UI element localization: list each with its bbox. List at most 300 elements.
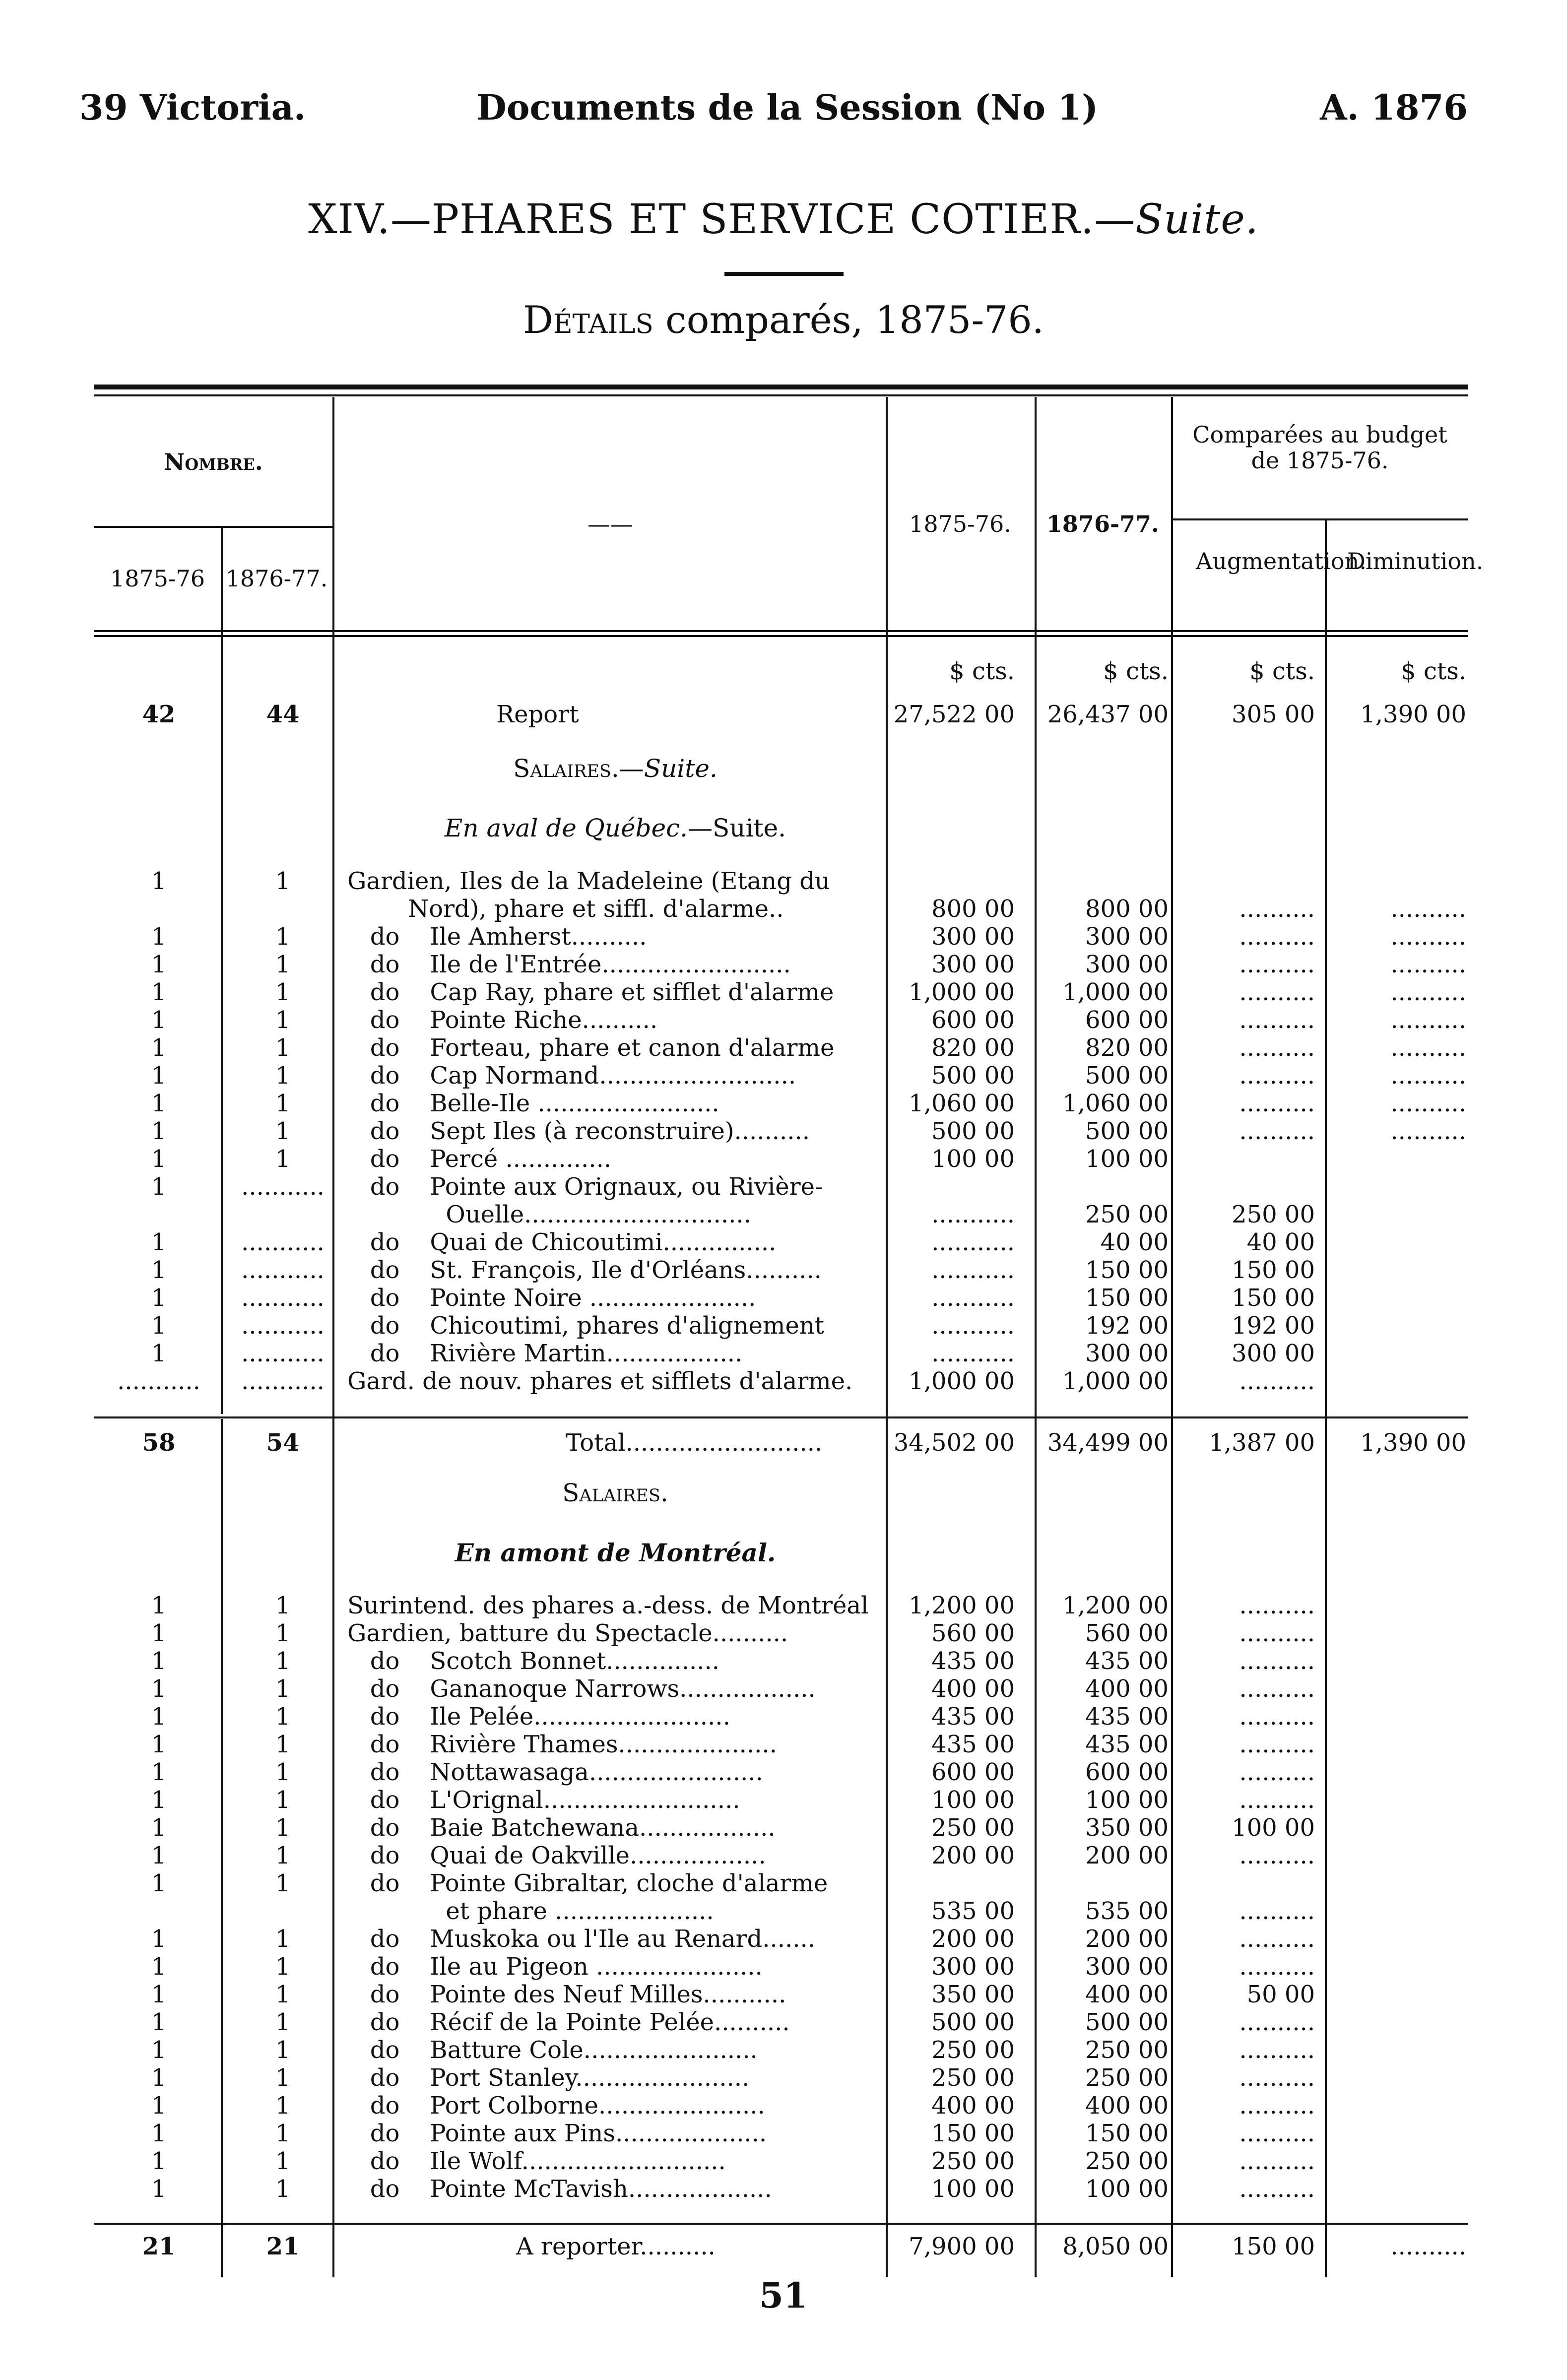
cell-amount-1875: 435 00 — [931, 1731, 1015, 1758]
cell-count-1875: 1 — [151, 1312, 167, 1340]
cell-augmentation: .......... — [1239, 1034, 1315, 1062]
col-head-diminution: Diminution. — [1347, 548, 1484, 575]
table-row — [0, 1842, 1567, 1869]
table-row — [0, 2064, 1567, 2092]
page-subtitle — [0, 298, 1567, 342]
cell-count-1876: 1 — [275, 1814, 291, 1842]
cell-count-1875: 1 — [151, 867, 167, 895]
table-row — [0, 1647, 1567, 1675]
cell-description: do Pointe des Neuf Milles........... — [347, 1981, 786, 2008]
cell-amount-1876: 250 00 — [1085, 1201, 1169, 1228]
cell-amount-1876: 400 00 — [1085, 2092, 1169, 2120]
cell-description: do St. François, Ile d'Orléans.......... — [347, 1256, 822, 1284]
cell-amount-1876: 100 00 — [1085, 1786, 1169, 1814]
cell-amount-1876: 500 00 — [1085, 1117, 1169, 1145]
cell-description: do Nottawasaga....................... — [347, 1758, 763, 1786]
cell-augmentation: .......... — [1239, 2036, 1315, 2064]
table-row — [0, 951, 1567, 978]
cell-count-1876: 1 — [275, 1034, 291, 1062]
col-head-augmentation: Augmentation. — [1196, 548, 1367, 575]
cell-amount-1875: 820 00 — [931, 1034, 1015, 1062]
total-v2: 34,499 00 — [1047, 1429, 1169, 1457]
cell-description: do Muskoka ou l'Ile au Renard....... — [347, 1925, 816, 1953]
cell-amount-1875: 350 00 — [931, 1981, 1015, 2008]
cell-diminution: .......... — [1390, 951, 1466, 978]
cell-count-1875: 1 — [151, 2064, 167, 2092]
cell-count-1876: 1 — [275, 1731, 291, 1758]
cell-amount-1875: 500 00 — [931, 1062, 1015, 1090]
cell-count-1875: 1 — [151, 923, 167, 951]
cell-description: do Gananoque Narrows.................. — [347, 1675, 816, 1703]
title-rule — [724, 272, 844, 276]
table-row — [0, 1981, 1567, 2008]
cell-count-1875: 1 — [151, 1731, 167, 1758]
report-v1: 27,522 00 — [893, 701, 1015, 728]
cell-amount-1876: 150 00 — [1085, 1256, 1169, 1284]
cell-count-1876: 1 — [275, 2092, 291, 2120]
report-n1: 42 — [142, 701, 176, 728]
cell-amount-1876: 600 00 — [1085, 1006, 1169, 1034]
cell-count-1875: 1 — [151, 2175, 167, 2203]
cell-diminution: .......... — [1390, 978, 1466, 1006]
aval-suite-label: Suite. — [713, 814, 786, 842]
header-center: Documents de la Session (No 1) — [476, 87, 1099, 128]
total-n2: 54 — [266, 1429, 300, 1457]
cell-count-1876: 1 — [275, 2120, 291, 2147]
cell-amount-1876: 250 00 — [1085, 2036, 1169, 2064]
cell-count-1875: 1 — [151, 1117, 167, 1145]
cell-augmentation: 300 00 — [1232, 1340, 1315, 1367]
cell-amount-1875: 500 00 — [931, 2008, 1015, 2036]
reporter-v2: 8,050 00 — [1062, 2233, 1169, 2260]
cell-amount-1875: 300 00 — [931, 923, 1015, 951]
total-row — [0, 1429, 1567, 1457]
cell-augmentation: .......... — [1239, 2120, 1315, 2147]
nombre-sub-rule — [94, 526, 332, 528]
table-row — [0, 2036, 1567, 2064]
cell-augmentation: .......... — [1239, 2008, 1315, 2036]
table-row — [0, 1897, 1567, 1925]
table-row — [0, 1619, 1567, 1647]
section-heading-salaires — [347, 1479, 883, 1507]
cell-amount-1875: ........... — [931, 1340, 1015, 1367]
cell-amount-1876: 1,000 00 — [1062, 1367, 1169, 1395]
cell-augmentation: .......... — [1239, 1758, 1315, 1786]
currency-v3: $ cts. — [1249, 657, 1315, 685]
cell-amount-1875: 500 00 — [931, 1117, 1015, 1145]
cell-diminution: .......... — [1390, 923, 1466, 951]
report-n2: 44 — [266, 701, 300, 728]
title-main: XIV.—PHARES ET SERVICE COTIER.— — [308, 196, 1136, 243]
col-head-1876: 1876-77. — [1046, 511, 1160, 537]
cell-diminution: .......... — [1390, 1034, 1466, 1062]
cell-amount-1876: 300 00 — [1085, 1953, 1169, 1981]
cell-amount-1875: 400 00 — [931, 1675, 1015, 1703]
cell-amount-1875: 1,000 00 — [909, 978, 1015, 1006]
cell-augmentation: 250 00 — [1232, 1201, 1315, 1228]
cell-amount-1876: 40 00 — [1100, 1228, 1169, 1256]
cell-augmentation: .......... — [1239, 1703, 1315, 1731]
cell-count-1875: 1 — [151, 1006, 167, 1034]
comparees-sub-rule — [1171, 518, 1468, 520]
amont-label: En amont de Montréal. — [455, 1538, 776, 1567]
cell-count-1876: 1 — [275, 1006, 291, 1034]
cell-count-1876: 1 — [275, 1062, 291, 1090]
cell-count-1875: 1 — [151, 1758, 167, 1786]
cell-amount-1875: 250 00 — [931, 1814, 1015, 1842]
cell-description: do Ile Amherst.......... — [347, 923, 647, 951]
cell-count-1875: 1 — [151, 978, 167, 1006]
cell-count-1876: 1 — [275, 2147, 291, 2175]
cell-count-1876: ........... — [241, 1312, 325, 1340]
cell-count-1876: 1 — [275, 867, 291, 895]
table-row — [0, 895, 1567, 923]
cell-count-1875: 1 — [151, 1034, 167, 1062]
table-row — [0, 1869, 1567, 1897]
cell-diminution: .......... — [1390, 1090, 1466, 1117]
running-header — [79, 87, 1468, 136]
cell-count-1876: 1 — [275, 2008, 291, 2036]
cell-amount-1875: 200 00 — [931, 1925, 1015, 1953]
cell-amount-1876: 600 00 — [1085, 1758, 1169, 1786]
reporter-v3: 150 00 — [1232, 2233, 1315, 2260]
cell-description: do Pointe Riche.......... — [347, 1006, 658, 1034]
cell-augmentation: .......... — [1239, 2175, 1315, 2203]
cell-amount-1876: 150 00 — [1085, 1284, 1169, 1312]
cell-count-1876: 1 — [275, 1786, 291, 1814]
table-row — [0, 1675, 1567, 1703]
cell-count-1875: ........... — [117, 1367, 200, 1395]
cell-augmentation: .......... — [1239, 2064, 1315, 2092]
cell-count-1876: 1 — [275, 1953, 291, 1981]
cell-description: do Cap Ray, phare et sifflet d'alarme — [347, 978, 834, 1006]
cell-count-1875: 1 — [151, 1703, 167, 1731]
cell-description: do Pointe Gibraltar, cloche d'alarme — [347, 1869, 828, 1897]
table-row — [0, 1256, 1567, 1284]
cell-augmentation: .......... — [1239, 1117, 1315, 1145]
cell-amount-1876: 300 00 — [1085, 923, 1169, 951]
cell-description: Gardien, batture du Spectacle.......... — [347, 1619, 788, 1647]
table-row — [0, 1953, 1567, 1981]
currency-v1: $ cts. — [949, 657, 1015, 685]
cell-description: et phare ..................... — [347, 1897, 714, 1925]
total-v4: 1,390 00 — [1360, 1429, 1466, 1457]
cell-description: Gard. de nouv. phares et sifflets d'alarme. — [347, 1367, 853, 1395]
cell-amount-1876: 200 00 — [1085, 1925, 1169, 1953]
cell-count-1875: 1 — [151, 1842, 167, 1869]
total-top-rule — [94, 1416, 1468, 1418]
cell-amount-1876: 435 00 — [1085, 1731, 1169, 1758]
cell-count-1876: 1 — [275, 1145, 291, 1173]
cell-count-1875: 1 — [151, 1675, 167, 1703]
cell-augmentation: .......... — [1239, 1675, 1315, 1703]
table-row — [0, 1592, 1567, 1619]
header-left: 39 Victoria. — [79, 87, 306, 128]
report-row — [0, 701, 1567, 728]
table-row — [0, 867, 1567, 895]
col-head-1875: 1875-76. — [909, 511, 1011, 537]
cell-count-1875: 1 — [151, 1925, 167, 1953]
cell-augmentation: .......... — [1239, 1367, 1315, 1395]
header-bottom-rule — [94, 630, 1468, 632]
cell-count-1875: 1 — [151, 1145, 167, 1173]
col-head-n1875: 1875-76 — [110, 565, 205, 592]
cell-description: Gardien, Iles de la Madeleine (Etang du — [347, 867, 830, 895]
cell-description: do Pointe aux Orignaux, ou Rivière- — [347, 1173, 823, 1201]
section-subheading-aval — [347, 814, 883, 842]
cell-augmentation: .......... — [1239, 1619, 1315, 1647]
cell-count-1875: 1 — [151, 1814, 167, 1842]
cell-amount-1876: 820 00 — [1085, 1034, 1169, 1062]
col-head-dash: —— — [588, 511, 633, 537]
cell-amount-1875: ........... — [931, 1228, 1015, 1256]
cell-description: do L'Orignal.......................... — [347, 1786, 740, 1814]
cell-amount-1876: 350 00 — [1085, 1814, 1169, 1842]
total-label: Total.......................... — [566, 1429, 823, 1457]
table-row — [0, 1173, 1567, 1201]
cell-count-1876: 1 — [275, 951, 291, 978]
table-row — [0, 2147, 1567, 2175]
reporter-v4: .......... — [1390, 2233, 1466, 2260]
cell-amount-1875: 435 00 — [931, 1703, 1015, 1731]
table-top-rule-2 — [94, 394, 1468, 396]
reporter-n1: 21 — [142, 2233, 176, 2260]
cell-description: do Sept Iles (à reconstruire).......... — [347, 1117, 810, 1145]
table-row — [0, 1731, 1567, 1758]
cell-count-1875: 1 — [151, 1340, 167, 1367]
cell-augmentation: .......... — [1239, 1897, 1315, 1925]
cell-augmentation: .......... — [1239, 951, 1315, 978]
cell-count-1875: 1 — [151, 1173, 167, 1201]
cell-amount-1876: 400 00 — [1085, 1675, 1169, 1703]
cell-count-1875: 1 — [151, 2147, 167, 2175]
cell-count-1876: 1 — [275, 2036, 291, 2064]
cell-augmentation: .......... — [1239, 1647, 1315, 1675]
cell-count-1875: 1 — [151, 1619, 167, 1647]
cell-amount-1876: 435 00 — [1085, 1703, 1169, 1731]
cell-description: do Percé .............. — [347, 1145, 612, 1173]
cell-diminution: .......... — [1390, 1117, 1466, 1145]
table-row — [0, 1117, 1567, 1145]
table-row — [0, 1312, 1567, 1340]
reporter-row — [0, 2233, 1567, 2260]
cell-count-1876: ........... — [241, 1256, 325, 1284]
cell-count-1875: 1 — [151, 2120, 167, 2147]
table-row — [0, 1367, 1567, 1395]
table-row — [0, 2008, 1567, 2036]
cell-augmentation: .......... — [1239, 1062, 1315, 1090]
cell-count-1875: 1 — [151, 2008, 167, 2036]
cell-description: do Batture Cole....................... — [347, 2036, 758, 2064]
cell-amount-1875: 560 00 — [931, 1619, 1015, 1647]
cell-augmentation: 100 00 — [1232, 1814, 1315, 1842]
cell-amount-1876: 100 00 — [1085, 1145, 1169, 1173]
cell-description: do Baie Batchewana.................. — [347, 1814, 776, 1842]
cell-count-1876: 1 — [275, 1647, 291, 1675]
salaires-suite-label: Suite. — [644, 754, 718, 783]
header-bottom-rule-2 — [94, 635, 1468, 637]
currency-v4: $ cts. — [1401, 657, 1466, 685]
cell-amount-1875: 100 00 — [931, 1786, 1015, 1814]
cell-augmentation: 40 00 — [1246, 1228, 1315, 1256]
cell-count-1876: 1 — [275, 1592, 291, 1619]
cell-amount-1875: 600 00 — [931, 1006, 1015, 1034]
cell-augmentation: .......... — [1239, 1090, 1315, 1117]
cell-amount-1875: 435 00 — [931, 1647, 1015, 1675]
table-row — [0, 1814, 1567, 1842]
table-row — [0, 1062, 1567, 1090]
cell-amount-1875: 250 00 — [931, 2036, 1015, 2064]
cell-amount-1875: 535 00 — [931, 1897, 1015, 1925]
total-n1: 58 — [142, 1429, 176, 1457]
cell-amount-1875: ........... — [931, 1256, 1015, 1284]
cell-count-1875: 1 — [151, 1592, 167, 1619]
cell-description: do Belle-Ile ........................ — [347, 1090, 719, 1117]
cell-count-1876: 1 — [275, 1981, 291, 2008]
table-row — [0, 1201, 1567, 1228]
cell-count-1876: ........... — [241, 1284, 325, 1312]
cell-count-1875: 1 — [151, 1869, 167, 1897]
cell-augmentation: .......... — [1239, 978, 1315, 1006]
cell-diminution: .......... — [1390, 895, 1466, 923]
cell-amount-1875: 300 00 — [931, 951, 1015, 978]
cell-description: do Pointe McTavish................... — [347, 2175, 772, 2203]
table-row — [0, 1145, 1567, 1173]
cell-count-1876: 1 — [275, 1869, 291, 1897]
cell-amount-1876: 100 00 — [1085, 2175, 1169, 2203]
salaires2-label: Salaires. — [562, 1479, 668, 1507]
cell-amount-1876: 300 00 — [1085, 951, 1169, 978]
cell-amount-1876: 250 00 — [1085, 2064, 1169, 2092]
cell-count-1875: 1 — [151, 1786, 167, 1814]
cell-augmentation: .......... — [1239, 923, 1315, 951]
table-row — [0, 2120, 1567, 2147]
cell-count-1875: 1 — [151, 1062, 167, 1090]
cell-count-1875: 1 — [151, 1228, 167, 1256]
cell-count-1876: 1 — [275, 1090, 291, 1117]
header-right: A. 1876 — [1320, 87, 1468, 128]
cell-amount-1876: 200 00 — [1085, 1842, 1169, 1869]
cell-augmentation: .......... — [1239, 1953, 1315, 1981]
cell-description: do Quai de Chicoutimi............... — [347, 1228, 777, 1256]
cell-diminution: .......... — [1390, 1006, 1466, 1034]
cell-amount-1875: ........... — [931, 1312, 1015, 1340]
cell-count-1875: 1 — [151, 2036, 167, 2064]
cell-amount-1876: 400 00 — [1085, 1981, 1169, 2008]
cell-description: do Rivière Martin.................. — [347, 1340, 743, 1367]
cell-amount-1875: 300 00 — [931, 1953, 1015, 1981]
cell-description: do Port Stanley....................... — [347, 2064, 750, 2092]
cell-augmentation: .......... — [1239, 1842, 1315, 1869]
cell-amount-1875: 100 00 — [931, 1145, 1015, 1173]
cell-amount-1875: 1,060 00 — [909, 1090, 1015, 1117]
cell-description: Surintend. des phares a.-dess. de Montréal — [347, 1592, 869, 1619]
table-row — [0, 1786, 1567, 1814]
table-row — [0, 1228, 1567, 1256]
cell-count-1875: 1 — [151, 951, 167, 978]
aval-label: En aval de Québec.— — [444, 814, 713, 842]
cell-description: do Rivière Thames..................... — [347, 1731, 777, 1758]
cell-amount-1876: 500 00 — [1085, 1062, 1169, 1090]
cell-count-1876: ........... — [241, 1367, 325, 1395]
cell-count-1876: 1 — [275, 2064, 291, 2092]
cell-amount-1875: 400 00 — [931, 2092, 1015, 2120]
cell-augmentation: .......... — [1239, 1592, 1315, 1619]
cell-count-1876: 1 — [275, 1925, 291, 1953]
table-row — [0, 1006, 1567, 1034]
cell-description: do Quai de Oakville.................. — [347, 1842, 766, 1869]
cell-augmentation: .......... — [1239, 2147, 1315, 2175]
total-v1: 34,502 00 — [893, 1429, 1015, 1457]
currency-row — [0, 657, 1567, 685]
cell-augmentation: 150 00 — [1232, 1256, 1315, 1284]
col-head-n1876: 1876-77. — [225, 565, 328, 592]
report-v4: 1,390 00 — [1360, 701, 1466, 728]
reporter-label: A reporter.......... — [516, 2233, 716, 2260]
cell-count-1875: 1 — [151, 1090, 167, 1117]
cell-count-1876: 1 — [275, 1619, 291, 1647]
salaires-label: Salaires.— — [513, 754, 644, 783]
cell-amount-1876: 500 00 — [1085, 2008, 1169, 2036]
cell-amount-1875: 1,000 00 — [909, 1367, 1015, 1395]
report-label: Report — [496, 701, 579, 728]
cell-amount-1875: 100 00 — [931, 2175, 1015, 2203]
cell-amount-1875: 200 00 — [931, 1842, 1015, 1869]
cell-description: Nord), phare et siffl. d'alarme.. — [347, 895, 784, 923]
cell-description: do Chicoutimi, phares d'alignement — [347, 1312, 825, 1340]
cell-augmentation: 50 00 — [1246, 1981, 1315, 2008]
cell-amount-1876: 192 00 — [1085, 1312, 1169, 1340]
cell-amount-1876: 535 00 — [1085, 1897, 1169, 1925]
cell-description: do Ile Pelée.......................... — [347, 1703, 730, 1731]
page-title — [0, 196, 1567, 243]
cell-amount-1875: 250 00 — [931, 2147, 1015, 2175]
subtitle-smallcaps: Détails — [523, 298, 653, 342]
cell-count-1876: ........... — [241, 1228, 325, 1256]
reporter-v1: 7,900 00 — [909, 2233, 1015, 2260]
cell-count-1876: 1 — [275, 1842, 291, 1869]
cell-description: do Forteau, phare et canon d'alarme — [347, 1034, 835, 1062]
reporter-n2: 21 — [266, 2233, 300, 2260]
cell-count-1876: 1 — [275, 2175, 291, 2203]
table-row — [0, 1284, 1567, 1312]
cell-description: do Cap Normand.......................... — [347, 1062, 796, 1090]
cell-count-1876: 1 — [275, 1117, 291, 1145]
table-row — [0, 1703, 1567, 1731]
table-row — [0, 1758, 1567, 1786]
cell-amount-1876: 800 00 — [1085, 895, 1169, 923]
cell-augmentation: .......... — [1239, 1925, 1315, 1953]
cell-amount-1876: 1,060 00 — [1062, 1090, 1169, 1117]
cell-count-1876: 1 — [275, 1675, 291, 1703]
cell-count-1875: 1 — [151, 1647, 167, 1675]
table-row — [0, 1925, 1567, 1953]
currency-v2: $ cts. — [1103, 657, 1169, 685]
section-subheading-amont — [347, 1538, 883, 1567]
cell-amount-1875: 600 00 — [931, 1758, 1015, 1786]
cell-augmentation: .......... — [1239, 1006, 1315, 1034]
cell-diminution: .......... — [1390, 1062, 1466, 1090]
cell-description: do Pointe aux Pins.................... — [347, 2120, 767, 2147]
title-suffix: Suite. — [1135, 196, 1259, 243]
cell-description: do Récif de la Pointe Pelée.......... — [347, 2008, 790, 2036]
cell-augmentation: .......... — [1239, 2092, 1315, 2120]
cell-amount-1876: 435 00 — [1085, 1647, 1169, 1675]
cell-amount-1875: 250 00 — [931, 2064, 1015, 2092]
table-row — [0, 1034, 1567, 1062]
table-row — [0, 978, 1567, 1006]
cell-description: Ouelle.............................. — [347, 1201, 751, 1228]
